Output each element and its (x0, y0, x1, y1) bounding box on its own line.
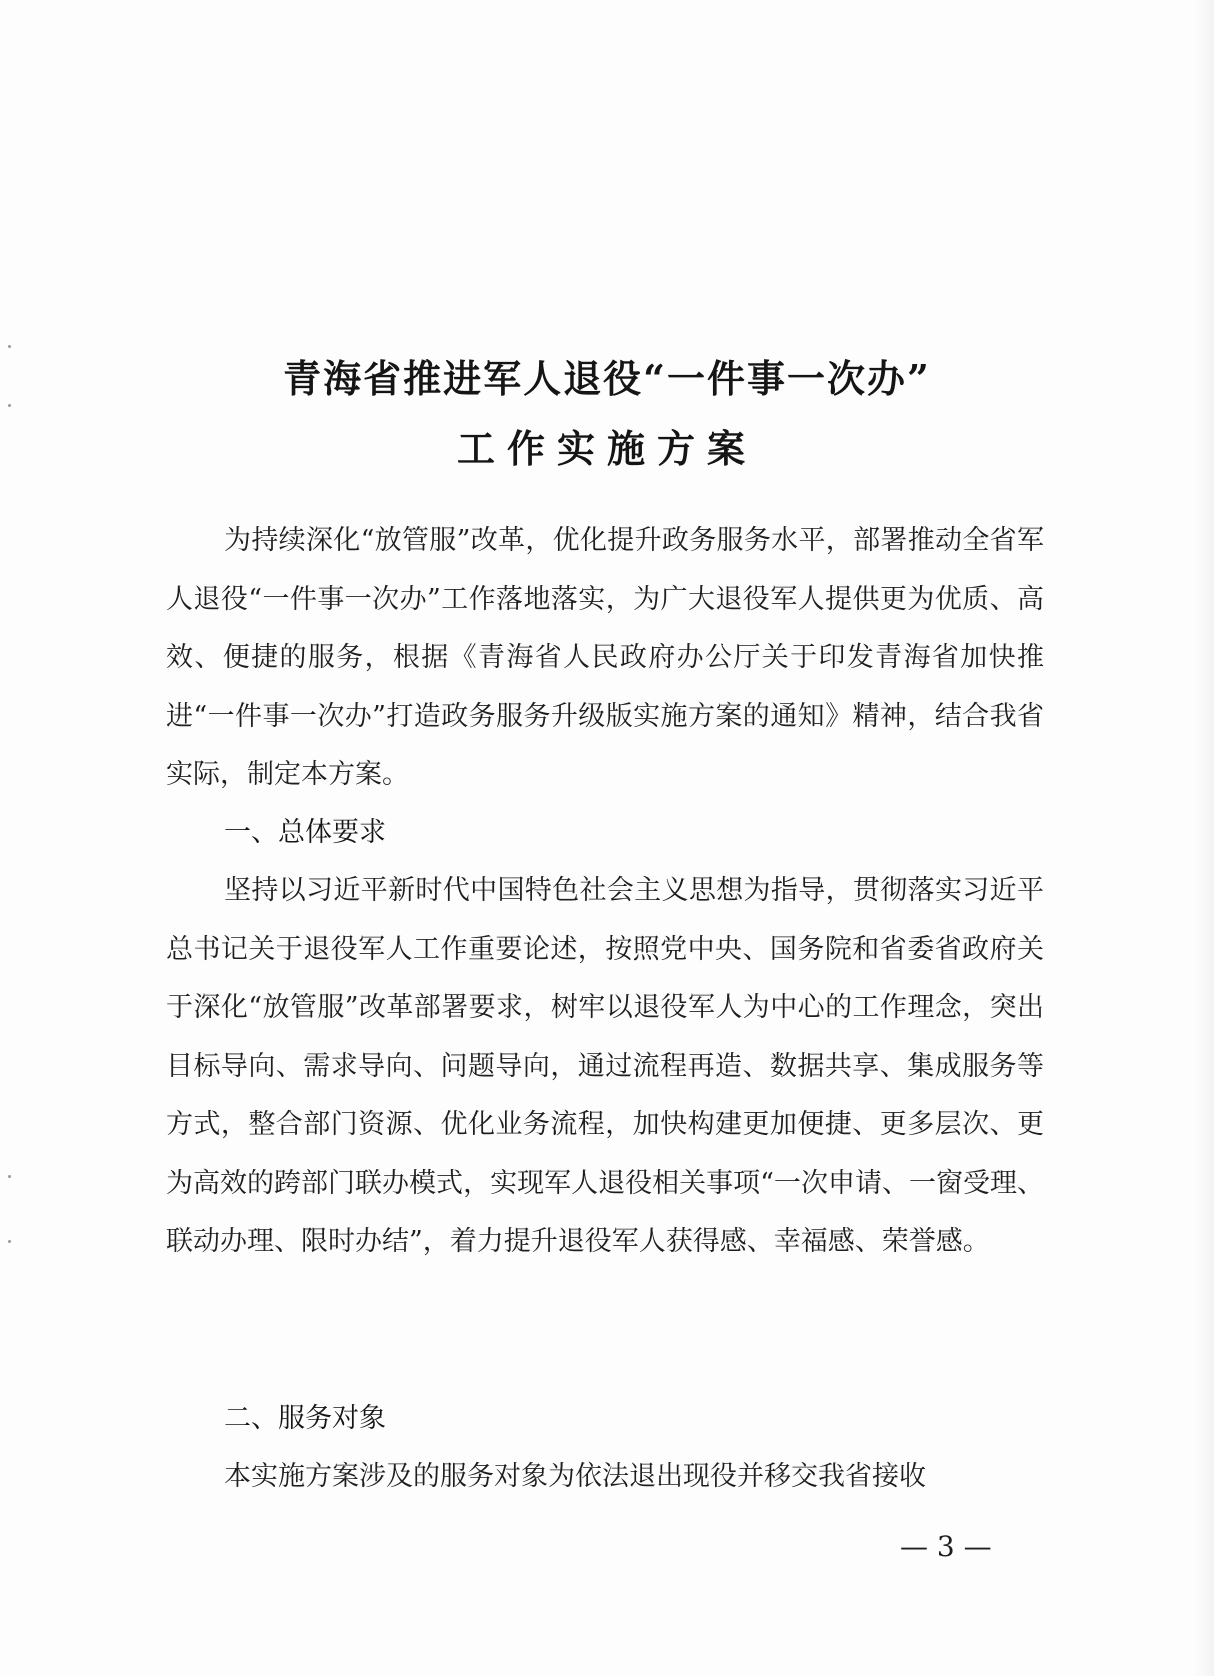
document-title-line-1: 青海省推进军人退役“一件事一次办” (283, 356, 931, 401)
service-targets-paragraph: 本实施方案涉及的服务对象为依法退出现役并移交我省接收 (224, 1461, 926, 1492)
scan-speck (8, 404, 11, 407)
page-number: — 3 — (900, 1530, 992, 1563)
section-heading-general-requirements: 一、总体要求 (224, 817, 386, 848)
scan-speck (8, 1175, 11, 1178)
general-requirements-paragraph: 坚持以习近平新时代中国特色社会主义思想为指导，贯彻落实习近平总书记关于退役军人工作重要论述，按照党中央、国务院和省委省政府关于深化“放管服”改革部署要求，树牢以退役军人为中心的工作理念，突出目标导向、需求导向、问题导向，通过流程再造、数据共享、集成服务等方式，整合部门资源、优化业务流程，加快构建更加便捷、更多层次、更为高效的跨部门联办模式，实现军人退役相关事项“一次申请、一窗受理、联动办理、限时办结”，着力提升退役军人获得感、幸福感、荣誉感。 (166, 875, 1044, 1257)
scan-edge-shadow (1194, 0, 1214, 1676)
section-heading-service-targets: 二、服务对象 (224, 1403, 386, 1434)
intro-paragraph: 为持续深化“放管服”改革，优化提升政务服务水平，部署推动全省军人退役“一件事一次办”工作落地落实，为广大退役军人提供更为优质、高效、便捷的服务，根据《青海省人民政府办公厅关于印发青海省加快推进“一件事一次办”打造政务服务升级版实施方案的通知》精神，结合我省实际，制定本方案。 (166, 525, 1044, 790)
scan-speck (8, 1240, 11, 1243)
document-title-line-2: 工作实施方案 (456, 426, 757, 471)
